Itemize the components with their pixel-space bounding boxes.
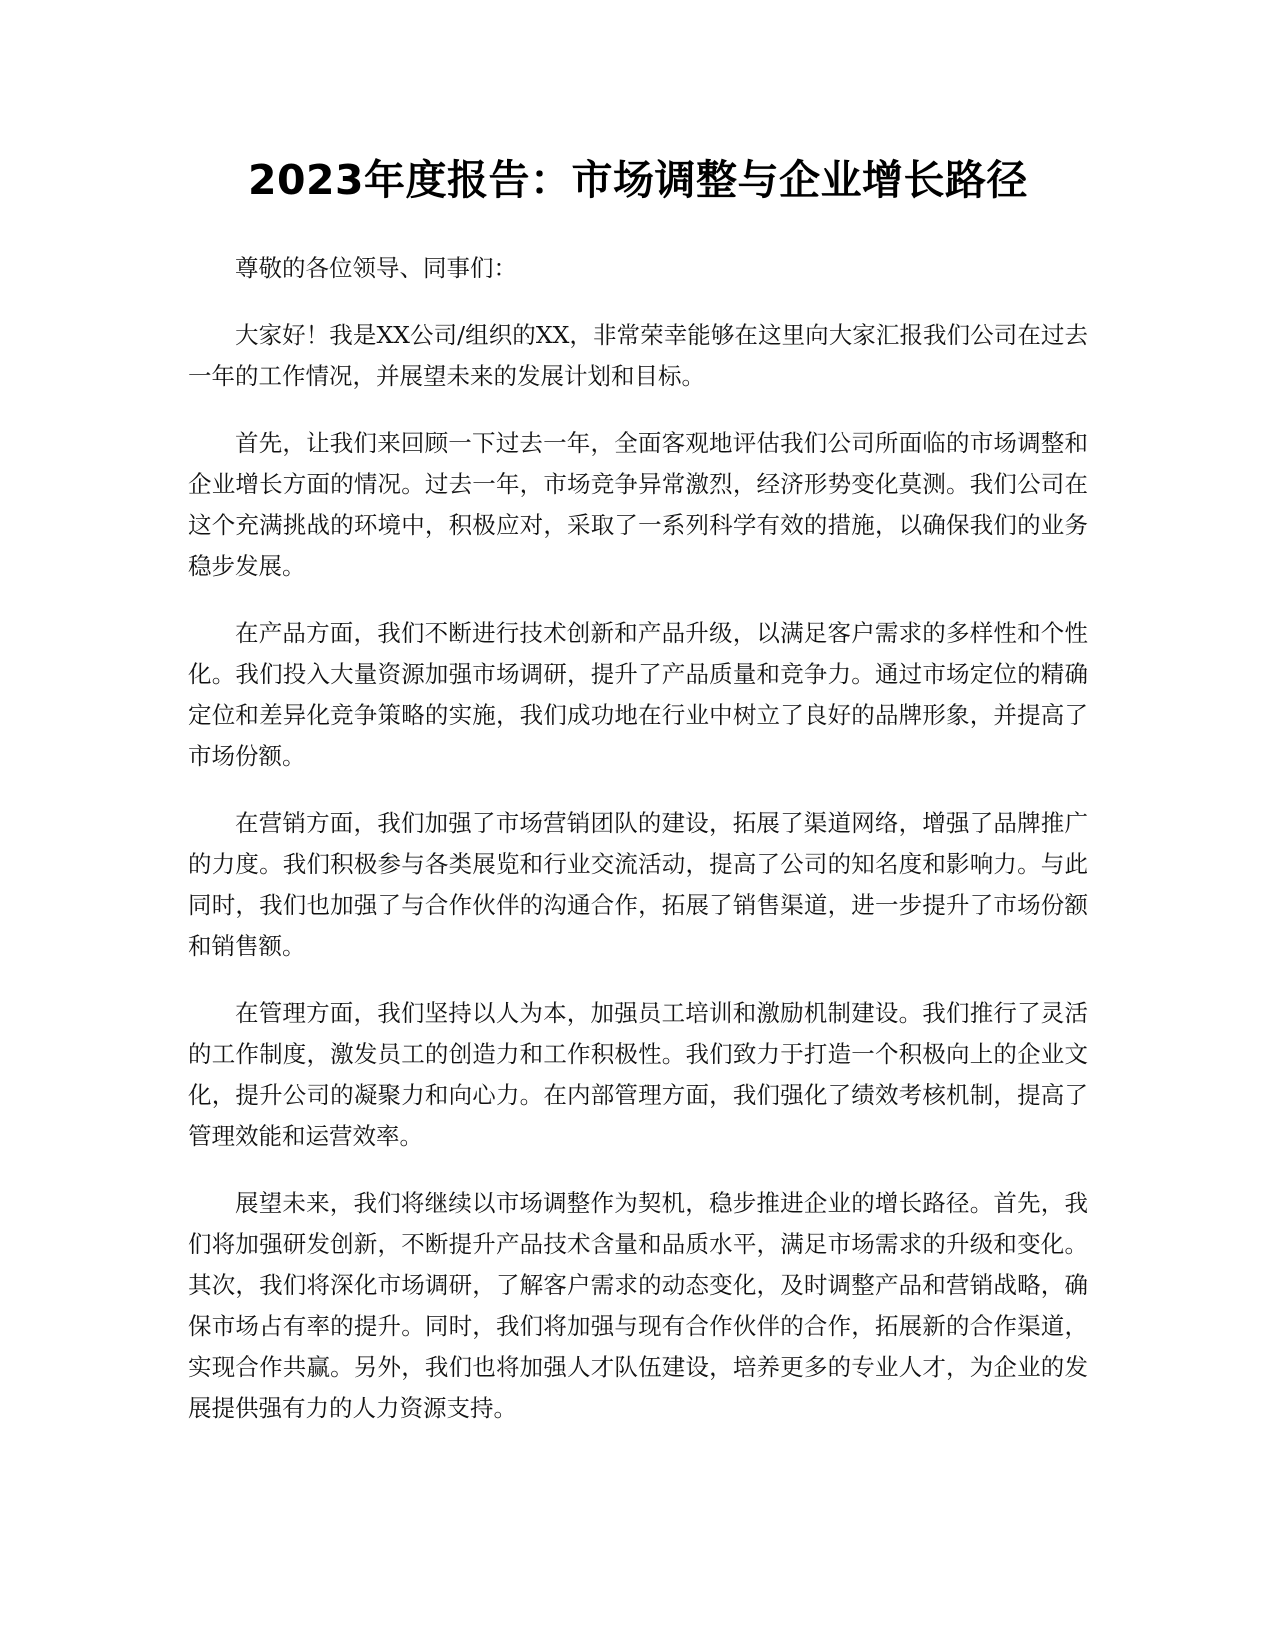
document-title: 2023年度报告：市场调整与企业增长路径 — [247, 156, 1029, 204]
paragraph-greeting: 大家好！我是XX公司/组织的XX，非常荣幸能够在这里向大家汇报我们公司在过去一年的工作情况，并展望未来的发展计划和目标。 — [188, 321, 1088, 390]
document-body — [188, 248, 1088, 1429]
paragraph-marketing: 在营销方面，我们加强了市场营销团队的建设，拓展了渠道网络，增强了品牌推广的力度。我们积极参与各类展览和行业交流活动，提高了公司的知名度和影响力。与此同时，我们也加强了与合作伙伴的沟通合作，拓展了销售渠道，进一步提升了市场份额和销售额。 — [188, 809, 1088, 960]
paragraph-review: 首先，让我们来回顾一下过去一年，全面客观地评估我们公司所面临的市场调整和企业增长方面的情况。过去一年，市场竞争异常激烈，经济形势变化莫测。我们公司在这个充满挑战的环境中，积极应对，采取了一系列科学有效的措施，以确保我们的业务稳步发展。 — [188, 429, 1088, 580]
paragraph-product: 在产品方面，我们不断进行技术创新和产品升级，以满足客户需求的多样性和个性化。我们投入大量资源加强市场调研，提升了产品质量和竞争力。通过市场定位的精确定位和差异化竞争策略的实施，我们成功地在行业中树立了良好的品牌形象，并提高了市场份额。 — [188, 619, 1088, 770]
paragraph-salutation: 尊敬的各位领导、同事们： — [235, 254, 517, 282]
paragraph-outlook: 展望未来，我们将继续以市场调整作为契机，稳步推进企业的增长路径。首先，我们将加强研发创新，不断提升产品技术含量和品质水平，满足市场需求的升级和变化。其次，我们将深化市场调研，了解客户需求的动态变化，及时调整产品和营销战略，确保市场占有率的提升。同时，我们将加强与现有合作伙伴的合作，拓展新的合作渠道，实现合作共赢。另外，我们也将加强人才队伍建设，培养更多的专业人才，为企业的发展提供强有力的人力资源支持。 — [188, 1189, 1088, 1422]
paragraph-management: 在管理方面，我们坚持以人为本，加强员工培训和激励机制建设。我们推行了灵活的工作制度，激发员工的创造力和工作积极性。我们致力于打造一个积极向上的企业文化，提升公司的凝聚力和向心力。在内部管理方面，我们强化了绩效考核机制，提高了管理效能和运营效率。 — [188, 999, 1088, 1150]
